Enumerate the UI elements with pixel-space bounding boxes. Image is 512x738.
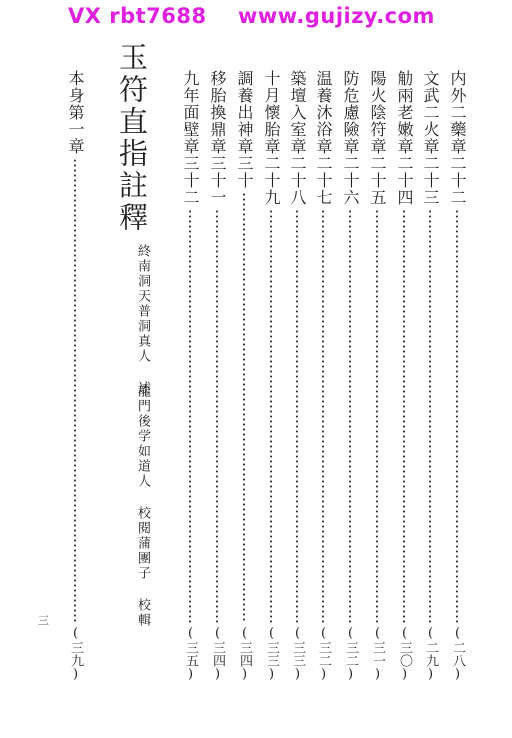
toc-entry-page: (三三): [290, 626, 305, 682]
leader-dots: [429, 209, 431, 623]
toc-entry-title: 内外二藥章二十二: [448, 70, 467, 206]
toc-entry: [262, 70, 280, 682]
leader-dots: [349, 209, 351, 623]
leader-dots: [322, 209, 324, 623]
toc-entry: [421, 70, 439, 682]
toc-entry-page: (三四): [210, 626, 225, 682]
leader-dots: [296, 209, 298, 623]
toc-entry: [288, 70, 306, 682]
toc-entry: [368, 70, 386, 682]
toc-entry: [181, 70, 199, 682]
leader-dots: [403, 209, 405, 623]
watermark-url: www.gujizy.com: [238, 4, 435, 28]
editor-credit: 蒲團子 校輯: [135, 536, 150, 628]
toc-entry-title: 築壇入室章二十八: [288, 70, 307, 206]
toc-entry-title: 調養出神章三十: [235, 70, 254, 189]
leader-dots: [216, 209, 218, 623]
toc-entry-page: (三〇): [397, 626, 412, 682]
toc-entry-title: 本身第一章: [66, 70, 85, 155]
leader-dots: [270, 209, 272, 623]
toc-entry-title: 移胎換鼎章三十一: [208, 70, 227, 206]
page-folio: 三: [38, 614, 49, 627]
toc-entry: [314, 70, 332, 682]
leader-dots: [74, 158, 76, 623]
toc-entry-page: (三二): [316, 626, 331, 682]
toc-entry-title: 九年面壁章三十二: [181, 70, 200, 206]
toc-entry-title: 文武二火章二十三: [421, 70, 440, 206]
author-credit: 終南洞天普洞真人 述: [135, 244, 150, 396]
leader-dots: [243, 192, 245, 623]
toc-entry-title: 防危慮險章二十六: [341, 70, 360, 206]
toc-entry: [208, 70, 226, 682]
toc-entry: [395, 70, 413, 682]
toc-entry: [448, 70, 466, 682]
toc-entry-next-section: [66, 70, 84, 682]
toc-entry-page: (三二): [343, 626, 358, 682]
toc-entry-page: (三三): [264, 626, 279, 682]
watermark-wechat: VX rbt7688: [68, 4, 207, 28]
watermark: [0, 4, 512, 30]
toc-entry-title: 十月懷胎章二十九: [262, 70, 281, 206]
toc-entry-page: (三四): [237, 626, 252, 682]
toc-entry-title: 觔兩老嫩章二十四: [395, 70, 414, 206]
leader-dots: [189, 209, 191, 623]
toc-entry-title: 陽火陰符章二十五: [368, 70, 387, 206]
leader-dots: [456, 209, 458, 623]
toc-entry-page: (二八): [450, 626, 465, 682]
toc-entry-title: 温養沐浴章二十七: [314, 70, 333, 206]
toc-entry-page: (三一): [370, 626, 385, 682]
book-title: 玉符直指註釋: [115, 42, 149, 234]
toc-entry-page: (二九): [423, 626, 438, 682]
leader-dots: [376, 209, 378, 623]
toc-entry-page: (三九): [68, 626, 83, 682]
proofreader-credit: 龍門後学如道人 校閱: [135, 384, 150, 536]
toc-entry: [235, 70, 253, 682]
toc-entry: [341, 70, 359, 682]
toc-entry-page: (三五): [183, 626, 198, 682]
